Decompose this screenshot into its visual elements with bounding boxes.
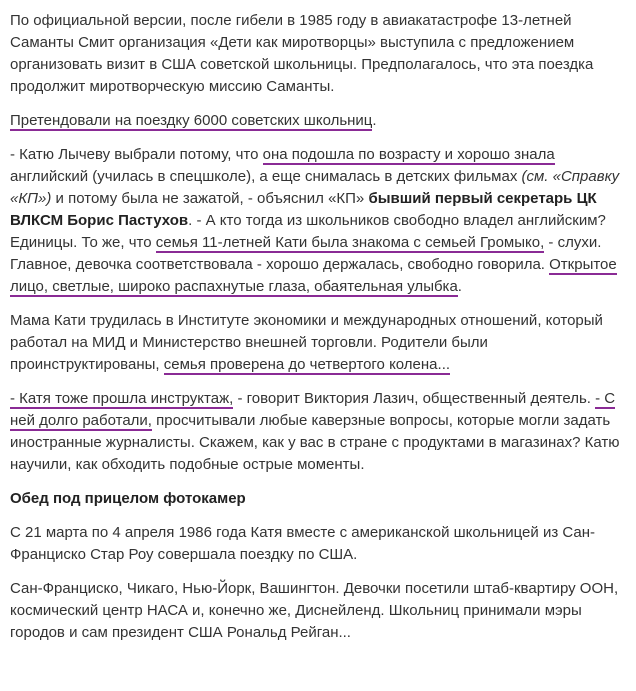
paragraph-pastukhov-quote: - Катю Лычеву выбрали потому, что она подошла по возрасту и хорошо знала английский (училась в спецшколе), а еще снималась в детских фильмах (см. «Справку «КП») и потому была не зажатой, - объяснил «КП» бывший первый секретарь ЦК ВЛКСМ Борис Пастухов. - А кто тогда из школьников свободно владел английским? Единицы. То же, что семья 11-летней Кати была знакома с семьей Громыко, - слухи. Главное, девочка соответствовала - хорошо держалась, свободно говорила. Открытое лицо, светлые, широко распахнутые глаза, обаятельная улыбка. — [10, 146, 620, 295]
paragraph-intro: По официальной версии, после гибели в 1985 году в авиакатастрофе 13-летней Саманты Смит организация «Дети как миротворцы» выступила с предложением организовать визит в США советской школьницы. Предполагалось, что эта поездка продолжит миротворческую миссию Саманты. — [10, 12, 594, 95]
underline-highlight: Открытое лицо, светлые, широко распахнутые глаза, обаятельная улыбка — [10, 256, 617, 295]
reference-note: (см. «Справку «КП») — [10, 168, 620, 207]
underline-highlight: семья проверена до четвертого колена... — [163, 356, 451, 373]
underline-highlight: она подошла по возрасту и хорошо знала — [262, 146, 555, 163]
underline-highlight: семья 11-летней Кати была знакома с семьей Громыко, — [155, 234, 545, 251]
underline-highlight: Претендовали на поездку 6000 советских школьниц — [10, 112, 373, 129]
paragraph-lazich-quote: - Катя тоже прошла инструктаж, - говорит Виктория Лазич, общественный деятель. - С ней долго работали, просчитывали любые каверзные вопросы, которые могли задать иностранные журналисты. Скажем, как у вас в стране с продуктами в магазинах? Катю научили, как обходить подобные острые моменты. — [10, 390, 620, 473]
paragraph-trip-cities: Сан-Франциско, Чикаго, Нью-Йорк, Вашингтон. Девочки посетили штаб-квартиру ООН, космический центр НАСА и, конечно же, Диснейленд. Школьниц принимали мэры городов и сам президент США Рональд Рейган... — [10, 580, 619, 641]
fade-cutoff — [0, 681, 636, 691]
underline-highlight: - С ней долго работали, — [10, 390, 616, 429]
section-heading: Обед под прицелом фотокамер — [10, 490, 246, 507]
article-body — [10, 10, 622, 656]
paragraph-applicants: Претендовали на поездку 6000 советских школьниц. — [10, 112, 377, 129]
underline-highlight: - Катя тоже прошла инструктаж, — [10, 390, 234, 407]
paragraph-parents: Мама Кати трудилась в Институте экономики и международных отношений, который работал на МИД и Министерство внешней торговли. Родители были проинструктированы, семья проверена до четвертого колена... — [10, 312, 603, 373]
paragraph-trip-dates: С 21 марта по 4 апреля 1986 года Катя вместе с американской школьницей из Сан-Франциско Стар Роу совершала поездку по США. — [10, 524, 595, 563]
quote-author: бывший первый секретарь ЦК ВЛКСМ Борис Пастухов — [10, 190, 597, 229]
